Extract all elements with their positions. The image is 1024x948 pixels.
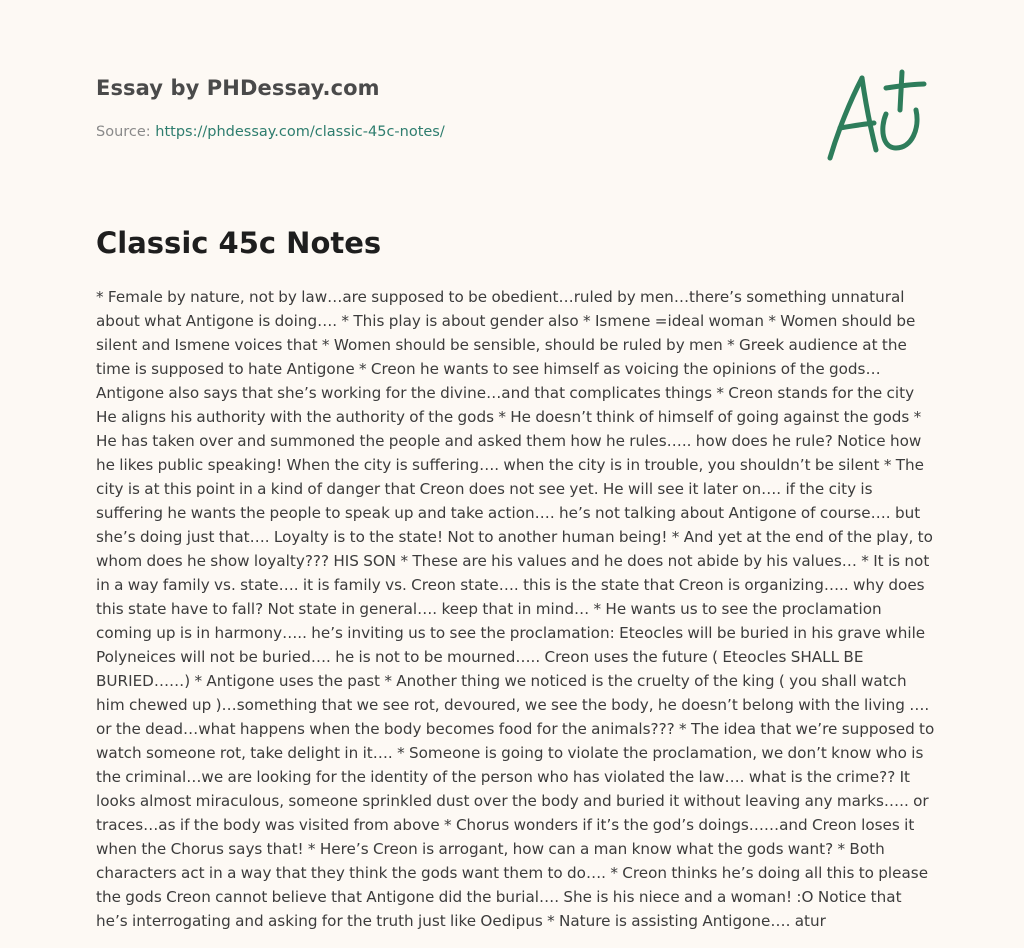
document-title: Classic 45c Notes [96,226,382,260]
source-link[interactable]: https://phdessay.com/classic-45c-notes/ [155,124,445,140]
a-plus-logo-graphic [820,66,930,166]
source-line [96,124,445,140]
a-plus-icon [820,66,930,166]
site-title: Essay by PHDessay.com [96,76,380,100]
source-label: Source: [96,124,156,140]
document-body: * Female by nature, not by law…are supposed to be obedient…ruled by men…there’s something unnatural about what Antigone is doing…. * This play is about gender also * Ismene =ideal woman * Women should be silent and Ismene voices that * Women should be sensible, should be ruled by men * Greek audience at the time is supposed to hate Antigone * Creon he wants to see himself as voicing the opinions of the gods… Antigone also says that she’s working for the divine…and that complicates things * Creon stands for the city He aligns his authority with the authority of the gods * He doesn’t think of himself of going against the gods * He has taken over and summoned the people and asked them how he rules….. how does he rule? Notice how he likes public speaking! When the city is suffering…. when the city is in trouble, you shouldn’t be silent * The city is at this point in a kind of danger that Creon does not see yet. He will see it later on…. if the city is suffering he wants the people to speak up and take action…. he’s not talking about Antigone of course…. but she’s doing just that…. Loyalty is to the state! Not to another human being! * And yet at the end of the play, to whom does he show loyalty??? HIS SON * These are his values and he does not abide by his values… * It is not in a way family vs. state…. it is family vs. Creon state…. this is the state that Creon is organizing….. why does this state have to fall? Not state in general…. keep that in mind… * He wants us to see the proclamation coming up is in harmony….. he’s inviting us to see the proclamation: Eteocles will be buried in his grave while Polyneices will not be buried…. he is not to be mourned….. Creon uses the future ( Eteocles SHALL BE BURIED……) * Antigone uses the past * Another thing we noticed is the cruelty of the king ( you shall watch him chewed up )…something that we see rot, devoured, we see the body, he doesn’t belong with the living …. or the dead…what happens when the body becomes food for the animals??? * The idea that we’re supposed to watch someone rot, take delight in it…. * Someone is going to violate the proclamation, we don’t know who is the criminal…we are looking for the identity of the person who has violated the law…. what is the crime?? It looks almost miraculous, someone sprinkled dust over the body and buried it without leaving any marks….. or traces…as if the body was visited from above * Chorus wonders if it’s the god’s doings……and Creon loses it when the Chorus says that! * Here’s Creon is arrogant, how can a man know what the gods want? * Both characters act in a way that they think the gods want them to do…. * Creon thinks he’s doing all this to please the gods Creon cannot believe that Antigone did the burial…. She is his niece and a woman! :O Notice that he’s interrogating and asking for the truth just like Oedipus * Nature is assisting Antigone…. atur [96,288,935,930]
